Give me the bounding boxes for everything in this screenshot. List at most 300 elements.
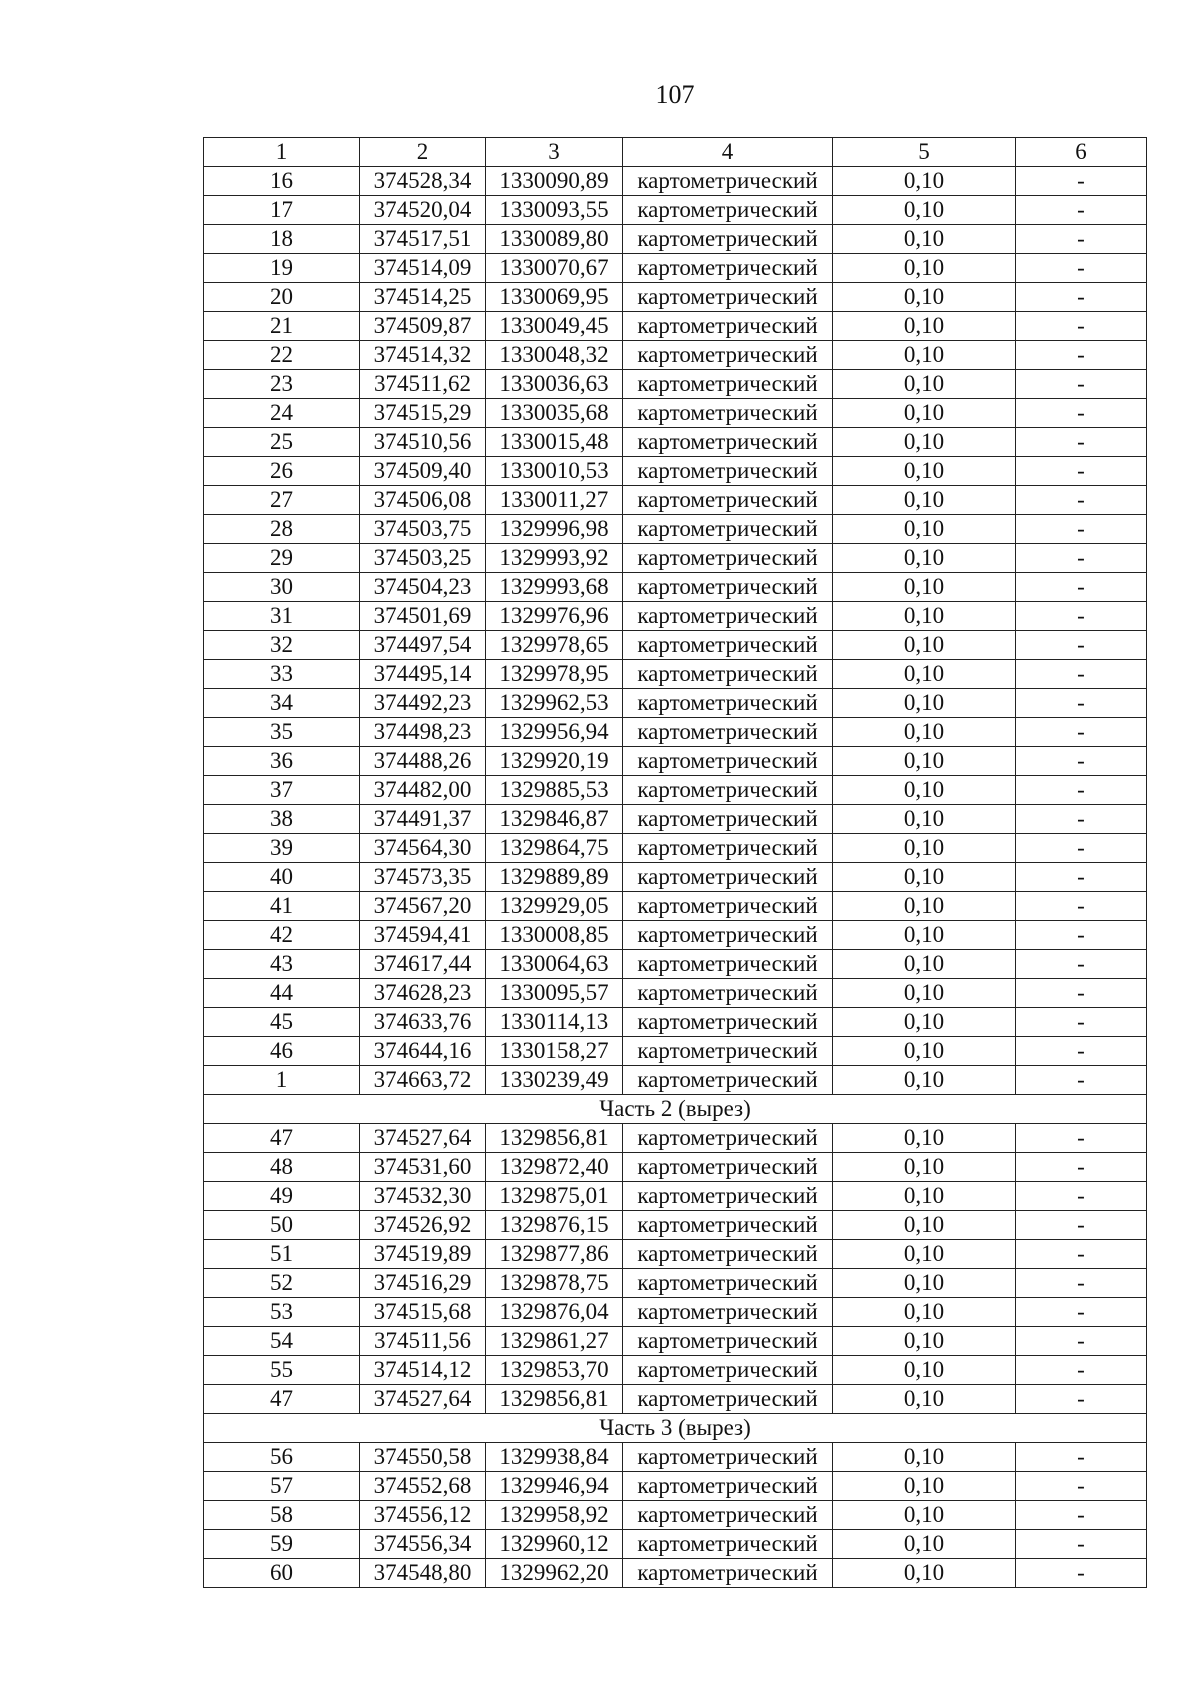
method-cell: картометрический <box>623 254 833 283</box>
point-number-cell: 40 <box>204 863 360 892</box>
accuracy-cell: 0,10 <box>833 167 1016 196</box>
header-cell: 6 <box>1016 138 1147 167</box>
x-coordinate-cell: 374514,25 <box>360 283 486 312</box>
accuracy-cell: 0,10 <box>833 979 1016 1008</box>
method-cell: картометрический <box>623 1182 833 1211</box>
note-cell: - <box>1016 428 1147 457</box>
x-coordinate-cell: 374491,37 <box>360 805 486 834</box>
note-cell: - <box>1016 370 1147 399</box>
y-coordinate-cell: 1329875,01 <box>486 1182 623 1211</box>
x-coordinate-cell: 374498,23 <box>360 718 486 747</box>
note-cell: - <box>1016 1356 1147 1385</box>
y-coordinate-cell: 1329958,92 <box>486 1501 623 1530</box>
point-number-cell: 36 <box>204 747 360 776</box>
point-number-cell: 1 <box>204 1066 360 1095</box>
point-number-cell: 31 <box>204 602 360 631</box>
point-number-cell: 19 <box>204 254 360 283</box>
y-coordinate-cell: 1330036,63 <box>486 370 623 399</box>
accuracy-cell: 0,10 <box>833 660 1016 689</box>
table-row <box>204 776 1147 805</box>
x-coordinate-cell: 374515,29 <box>360 399 486 428</box>
table-header-row <box>204 138 1147 167</box>
point-number-cell: 22 <box>204 341 360 370</box>
x-coordinate-cell: 374556,12 <box>360 1501 486 1530</box>
method-cell: картометрический <box>623 805 833 834</box>
table-row <box>204 196 1147 225</box>
method-cell: картометрический <box>623 167 833 196</box>
note-cell: - <box>1016 834 1147 863</box>
coordinates-table <box>203 137 1147 1588</box>
x-coordinate-cell: 374548,80 <box>360 1559 486 1588</box>
method-cell: картометрический <box>623 312 833 341</box>
table-row <box>204 718 1147 747</box>
method-cell: картометрический <box>623 544 833 573</box>
y-coordinate-cell: 1330015,48 <box>486 428 623 457</box>
table-row <box>204 1240 1147 1269</box>
header-cell: 5 <box>833 138 1016 167</box>
y-coordinate-cell: 1329864,75 <box>486 834 623 863</box>
point-number-cell: 17 <box>204 196 360 225</box>
y-coordinate-cell: 1330049,45 <box>486 312 623 341</box>
x-coordinate-cell: 374511,56 <box>360 1327 486 1356</box>
point-number-cell: 59 <box>204 1530 360 1559</box>
method-cell: картометрический <box>623 1559 833 1588</box>
accuracy-cell: 0,10 <box>833 1327 1016 1356</box>
method-cell: картометрический <box>623 776 833 805</box>
note-cell: - <box>1016 1153 1147 1182</box>
method-cell: картометрический <box>623 892 833 921</box>
note-cell: - <box>1016 515 1147 544</box>
note-cell: - <box>1016 1559 1147 1588</box>
x-coordinate-cell: 374628,23 <box>360 979 486 1008</box>
method-cell: картометрический <box>623 689 833 718</box>
table-row <box>204 167 1147 196</box>
accuracy-cell: 0,10 <box>833 718 1016 747</box>
x-coordinate-cell: 374550,58 <box>360 1443 486 1472</box>
method-cell: картометрический <box>623 834 833 863</box>
y-coordinate-cell: 1329996,98 <box>486 515 623 544</box>
accuracy-cell: 0,10 <box>833 1356 1016 1385</box>
header-cell: 4 <box>623 138 833 167</box>
x-coordinate-cell: 374573,35 <box>360 863 486 892</box>
method-cell: картометрический <box>623 863 833 892</box>
x-coordinate-cell: 374526,92 <box>360 1211 486 1240</box>
point-number-cell: 48 <box>204 1153 360 1182</box>
point-number-cell: 16 <box>204 167 360 196</box>
note-cell: - <box>1016 1066 1147 1095</box>
note-cell: - <box>1016 1472 1147 1501</box>
accuracy-cell: 0,10 <box>833 486 1016 515</box>
method-cell: картометрический <box>623 370 833 399</box>
header-cell: 3 <box>486 138 623 167</box>
y-coordinate-cell: 1329976,96 <box>486 602 623 631</box>
y-coordinate-cell: 1329978,65 <box>486 631 623 660</box>
point-number-cell: 41 <box>204 892 360 921</box>
y-coordinate-cell: 1329889,89 <box>486 863 623 892</box>
table-row <box>204 1008 1147 1037</box>
point-number-cell: 60 <box>204 1559 360 1588</box>
method-cell: картометрический <box>623 1269 833 1298</box>
table-row <box>204 1385 1147 1414</box>
note-cell: - <box>1016 747 1147 776</box>
method-cell: картометрический <box>623 1385 833 1414</box>
method-cell: картометрический <box>623 196 833 225</box>
method-cell: картометрический <box>623 225 833 254</box>
method-cell: картометрический <box>623 341 833 370</box>
x-coordinate-cell: 374527,64 <box>360 1385 486 1414</box>
note-cell: - <box>1016 631 1147 660</box>
y-coordinate-cell: 1330093,55 <box>486 196 623 225</box>
table-row <box>204 1066 1147 1095</box>
y-coordinate-cell: 1329920,19 <box>486 747 623 776</box>
y-coordinate-cell: 1329960,12 <box>486 1530 623 1559</box>
note-cell: - <box>1016 979 1147 1008</box>
accuracy-cell: 0,10 <box>833 921 1016 950</box>
y-coordinate-cell: 1330114,13 <box>486 1008 623 1037</box>
x-coordinate-cell: 374633,76 <box>360 1008 486 1037</box>
table-row <box>204 1559 1147 1588</box>
accuracy-cell: 0,10 <box>833 283 1016 312</box>
point-number-cell: 56 <box>204 1443 360 1472</box>
x-coordinate-cell: 374644,16 <box>360 1037 486 1066</box>
method-cell: картометрический <box>623 573 833 602</box>
x-coordinate-cell: 374492,23 <box>360 689 486 718</box>
y-coordinate-cell: 1330010,53 <box>486 457 623 486</box>
accuracy-cell: 0,10 <box>833 834 1016 863</box>
y-coordinate-cell: 1329962,20 <box>486 1559 623 1588</box>
note-cell: - <box>1016 689 1147 718</box>
x-coordinate-cell: 374617,44 <box>360 950 486 979</box>
x-coordinate-cell: 374503,25 <box>360 544 486 573</box>
method-cell: картометрический <box>623 428 833 457</box>
table-row <box>204 892 1147 921</box>
x-coordinate-cell: 374509,87 <box>360 312 486 341</box>
method-cell: картометрический <box>623 660 833 689</box>
method-cell: картометрический <box>623 1530 833 1559</box>
y-coordinate-cell: 1329878,75 <box>486 1269 623 1298</box>
table-row <box>204 1269 1147 1298</box>
y-coordinate-cell: 1329956,94 <box>486 718 623 747</box>
x-coordinate-cell: 374509,40 <box>360 457 486 486</box>
y-coordinate-cell: 1330048,32 <box>486 341 623 370</box>
table-row <box>204 428 1147 457</box>
x-coordinate-cell: 374515,68 <box>360 1298 486 1327</box>
x-coordinate-cell: 374567,20 <box>360 892 486 921</box>
note-cell: - <box>1016 1008 1147 1037</box>
accuracy-cell: 0,10 <box>833 602 1016 631</box>
method-cell: картометрический <box>623 1008 833 1037</box>
point-number-cell: 18 <box>204 225 360 254</box>
accuracy-cell: 0,10 <box>833 370 1016 399</box>
y-coordinate-cell: 1330158,27 <box>486 1037 623 1066</box>
accuracy-cell: 0,10 <box>833 573 1016 602</box>
y-coordinate-cell: 1330095,57 <box>486 979 623 1008</box>
note-cell: - <box>1016 341 1147 370</box>
table-body <box>204 167 1147 1588</box>
y-coordinate-cell: 1330008,85 <box>486 921 623 950</box>
method-cell: картометрический <box>623 950 833 979</box>
point-number-cell: 32 <box>204 631 360 660</box>
note-cell: - <box>1016 1298 1147 1327</box>
x-coordinate-cell: 374516,29 <box>360 1269 486 1298</box>
y-coordinate-cell: 1329846,87 <box>486 805 623 834</box>
x-coordinate-cell: 374528,34 <box>360 167 486 196</box>
x-coordinate-cell: 374594,41 <box>360 921 486 950</box>
method-cell: картометрический <box>623 515 833 544</box>
point-number-cell: 38 <box>204 805 360 834</box>
x-coordinate-cell: 374510,56 <box>360 428 486 457</box>
method-cell: картометрический <box>623 921 833 950</box>
table-row <box>204 660 1147 689</box>
accuracy-cell: 0,10 <box>833 1124 1016 1153</box>
point-number-cell: 25 <box>204 428 360 457</box>
y-coordinate-cell: 1330035,68 <box>486 399 623 428</box>
note-cell: - <box>1016 283 1147 312</box>
accuracy-cell: 0,10 <box>833 631 1016 660</box>
method-cell: картометрический <box>623 1443 833 1472</box>
note-cell: - <box>1016 1501 1147 1530</box>
method-cell: картометрический <box>623 457 833 486</box>
x-coordinate-cell: 374506,08 <box>360 486 486 515</box>
x-coordinate-cell: 374556,34 <box>360 1530 486 1559</box>
point-number-cell: 23 <box>204 370 360 399</box>
y-coordinate-cell: 1329876,04 <box>486 1298 623 1327</box>
table-row <box>204 341 1147 370</box>
y-coordinate-cell: 1330064,63 <box>486 950 623 979</box>
table-row <box>204 1182 1147 1211</box>
table-row <box>204 457 1147 486</box>
accuracy-cell: 0,10 <box>833 1211 1016 1240</box>
accuracy-cell: 0,10 <box>833 1240 1016 1269</box>
note-cell: - <box>1016 225 1147 254</box>
note-cell: - <box>1016 1385 1147 1414</box>
y-coordinate-cell: 1330011,27 <box>486 486 623 515</box>
y-coordinate-cell: 1330089,80 <box>486 225 623 254</box>
method-cell: картометрический <box>623 486 833 515</box>
table-row <box>204 1356 1147 1385</box>
note-cell: - <box>1016 1327 1147 1356</box>
y-coordinate-cell: 1329929,05 <box>486 892 623 921</box>
x-coordinate-cell: 374511,62 <box>360 370 486 399</box>
y-coordinate-cell: 1329861,27 <box>486 1327 623 1356</box>
point-number-cell: 57 <box>204 1472 360 1501</box>
method-cell: картометрический <box>623 283 833 312</box>
point-number-cell: 28 <box>204 515 360 544</box>
y-coordinate-cell: 1330239,49 <box>486 1066 623 1095</box>
table-row <box>204 1327 1147 1356</box>
x-coordinate-cell: 374531,60 <box>360 1153 486 1182</box>
accuracy-cell: 0,10 <box>833 1153 1016 1182</box>
table-row <box>204 689 1147 718</box>
accuracy-cell: 0,10 <box>833 950 1016 979</box>
table-row <box>204 1037 1147 1066</box>
x-coordinate-cell: 374552,68 <box>360 1472 486 1501</box>
x-coordinate-cell: 374482,00 <box>360 776 486 805</box>
table-row <box>204 950 1147 979</box>
x-coordinate-cell: 374501,69 <box>360 602 486 631</box>
method-cell: картометрический <box>623 1037 833 1066</box>
table-row <box>204 544 1147 573</box>
table-row <box>204 602 1147 631</box>
accuracy-cell: 0,10 <box>833 776 1016 805</box>
table-row <box>204 486 1147 515</box>
accuracy-cell: 0,10 <box>833 428 1016 457</box>
method-cell: картометрический <box>623 1356 833 1385</box>
y-coordinate-cell: 1329853,70 <box>486 1356 623 1385</box>
note-cell: - <box>1016 573 1147 602</box>
y-coordinate-cell: 1329872,40 <box>486 1153 623 1182</box>
x-coordinate-cell: 374519,89 <box>360 1240 486 1269</box>
point-number-cell: 43 <box>204 950 360 979</box>
point-number-cell: 29 <box>204 544 360 573</box>
table-row <box>204 1124 1147 1153</box>
note-cell: - <box>1016 1211 1147 1240</box>
note-cell: - <box>1016 1124 1147 1153</box>
accuracy-cell: 0,10 <box>833 1530 1016 1559</box>
method-cell: картометрический <box>623 1240 833 1269</box>
note-cell: - <box>1016 1269 1147 1298</box>
x-coordinate-cell: 374517,51 <box>360 225 486 254</box>
method-cell: картометрический <box>623 1472 833 1501</box>
x-coordinate-cell: 374514,32 <box>360 341 486 370</box>
y-coordinate-cell: 1329962,53 <box>486 689 623 718</box>
point-number-cell: 34 <box>204 689 360 718</box>
y-coordinate-cell: 1329885,53 <box>486 776 623 805</box>
note-cell: - <box>1016 718 1147 747</box>
point-number-cell: 49 <box>204 1182 360 1211</box>
note-cell: - <box>1016 167 1147 196</box>
section-title: Часть 3 (вырез) <box>204 1414 1147 1443</box>
method-cell: картометрический <box>623 399 833 428</box>
y-coordinate-cell: 1329877,86 <box>486 1240 623 1269</box>
table-row <box>204 979 1147 1008</box>
accuracy-cell: 0,10 <box>833 1008 1016 1037</box>
method-cell: картометрический <box>623 1124 833 1153</box>
x-coordinate-cell: 374527,64 <box>360 1124 486 1153</box>
point-number-cell: 47 <box>204 1385 360 1414</box>
y-coordinate-cell: 1329993,68 <box>486 573 623 602</box>
accuracy-cell: 0,10 <box>833 457 1016 486</box>
section-title: Часть 2 (вырез) <box>204 1095 1147 1124</box>
y-coordinate-cell: 1329876,15 <box>486 1211 623 1240</box>
x-coordinate-cell: 374504,23 <box>360 573 486 602</box>
table-row <box>204 283 1147 312</box>
point-number-cell: 33 <box>204 660 360 689</box>
table-row <box>204 370 1147 399</box>
table-row <box>204 805 1147 834</box>
table-row <box>204 1211 1147 1240</box>
table-row <box>204 921 1147 950</box>
table-row <box>204 573 1147 602</box>
point-number-cell: 46 <box>204 1037 360 1066</box>
x-coordinate-cell: 374514,12 <box>360 1356 486 1385</box>
note-cell: - <box>1016 1240 1147 1269</box>
point-number-cell: 50 <box>204 1211 360 1240</box>
method-cell: картометрический <box>623 1066 833 1095</box>
accuracy-cell: 0,10 <box>833 341 1016 370</box>
x-coordinate-cell: 374520,04 <box>360 196 486 225</box>
table-row <box>204 254 1147 283</box>
accuracy-cell: 0,10 <box>833 689 1016 718</box>
table-row <box>204 1472 1147 1501</box>
method-cell: картометрический <box>623 718 833 747</box>
table-row <box>204 834 1147 863</box>
y-coordinate-cell: 1329946,94 <box>486 1472 623 1501</box>
y-coordinate-cell: 1329856,81 <box>486 1124 623 1153</box>
y-coordinate-cell: 1330090,89 <box>486 167 623 196</box>
page-number: 107 <box>655 80 695 109</box>
method-cell: картометрический <box>623 1501 833 1530</box>
accuracy-cell: 0,10 <box>833 1501 1016 1530</box>
accuracy-cell: 0,10 <box>833 1559 1016 1588</box>
point-number-cell: 58 <box>204 1501 360 1530</box>
accuracy-cell: 0,10 <box>833 312 1016 341</box>
method-cell: картометрический <box>623 1327 833 1356</box>
table-row <box>204 1501 1147 1530</box>
table-row <box>204 863 1147 892</box>
note-cell: - <box>1016 254 1147 283</box>
note-cell: - <box>1016 196 1147 225</box>
accuracy-cell: 0,10 <box>833 1385 1016 1414</box>
accuracy-cell: 0,10 <box>833 515 1016 544</box>
accuracy-cell: 0,10 <box>833 254 1016 283</box>
method-cell: картометрический <box>623 1298 833 1327</box>
section-row <box>204 1414 1147 1443</box>
note-cell: - <box>1016 602 1147 631</box>
point-number-cell: 30 <box>204 573 360 602</box>
accuracy-cell: 0,10 <box>833 747 1016 776</box>
note-cell: - <box>1016 892 1147 921</box>
table-row <box>204 747 1147 776</box>
table-row <box>204 399 1147 428</box>
y-coordinate-cell: 1330069,95 <box>486 283 623 312</box>
point-number-cell: 24 <box>204 399 360 428</box>
point-number-cell: 39 <box>204 834 360 863</box>
method-cell: картометрический <box>623 747 833 776</box>
point-number-cell: 44 <box>204 979 360 1008</box>
method-cell: картометрический <box>623 602 833 631</box>
accuracy-cell: 0,10 <box>833 196 1016 225</box>
table-row <box>204 1443 1147 1472</box>
note-cell: - <box>1016 1443 1147 1472</box>
y-coordinate-cell: 1329938,84 <box>486 1443 623 1472</box>
note-cell: - <box>1016 544 1147 573</box>
x-coordinate-cell: 374488,26 <box>360 747 486 776</box>
x-coordinate-cell: 374663,72 <box>360 1066 486 1095</box>
note-cell: - <box>1016 805 1147 834</box>
point-number-cell: 55 <box>204 1356 360 1385</box>
x-coordinate-cell: 374564,30 <box>360 834 486 863</box>
note-cell: - <box>1016 921 1147 950</box>
method-cell: картометрический <box>623 631 833 660</box>
note-cell: - <box>1016 486 1147 515</box>
accuracy-cell: 0,10 <box>833 863 1016 892</box>
accuracy-cell: 0,10 <box>833 1269 1016 1298</box>
note-cell: - <box>1016 1530 1147 1559</box>
table-row <box>204 515 1147 544</box>
note-cell: - <box>1016 312 1147 341</box>
table-row <box>204 1530 1147 1559</box>
header-cell: 2 <box>360 138 486 167</box>
table-row <box>204 631 1147 660</box>
note-cell: - <box>1016 950 1147 979</box>
accuracy-cell: 0,10 <box>833 1298 1016 1327</box>
point-number-cell: 26 <box>204 457 360 486</box>
note-cell: - <box>1016 1182 1147 1211</box>
y-coordinate-cell: 1329978,95 <box>486 660 623 689</box>
method-cell: картометрический <box>623 1153 833 1182</box>
note-cell: - <box>1016 457 1147 486</box>
